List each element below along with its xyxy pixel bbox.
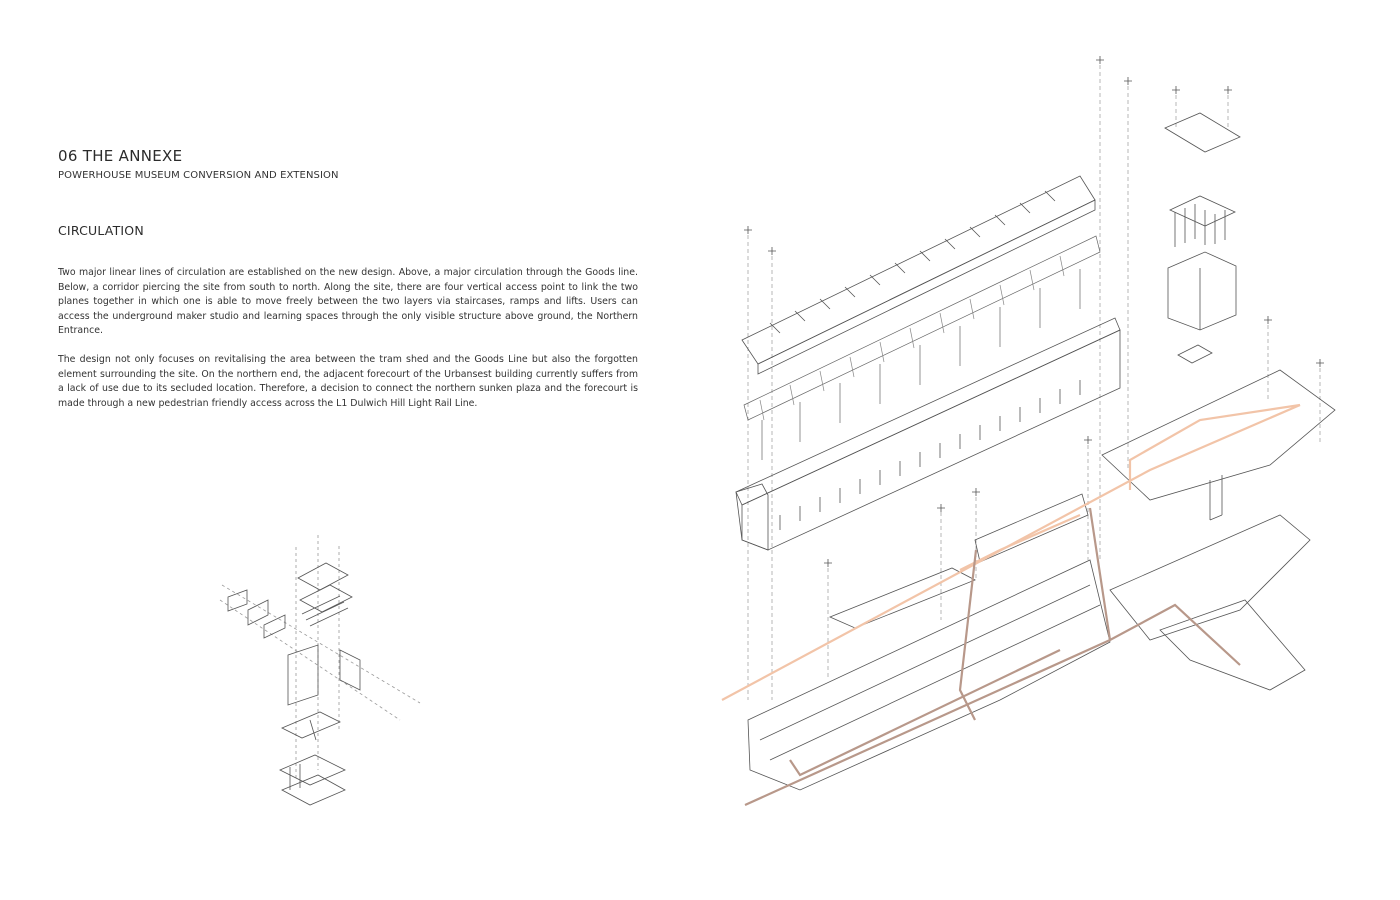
section-heading: CIRCULATION <box>58 223 144 238</box>
upper-circulation-line <box>722 405 1300 700</box>
vertical-guide-lines <box>748 65 1320 700</box>
northern-entrance-kiosk <box>1102 113 1335 520</box>
sawtooth-roof <box>742 176 1095 374</box>
page-subtitle: POWERHOUSE MUSEUM CONVERSION AND EXTENSION <box>58 170 339 181</box>
tram-shed-facade <box>736 318 1120 550</box>
roof-trusses <box>744 236 1100 460</box>
small-exploded-axonometric <box>220 535 420 805</box>
paragraph-2: The design not only focuses on revitalising the area between the tram shed and the Goods Line but also the forgotten element surrounding the site. On the northern end, the adjacent forecourt of the Urbansest building currently suffers from a lack of use due to its secluded location. Therefore, a decision to connect the northern sunken plaza and the forecourt is made through a new pedestrian friendly access across the L1 Dulwich Hill Light Rail Line. <box>58 354 638 409</box>
page-title: 06 THE ANNEXE <box>58 147 183 165</box>
mezzanine-platforms <box>830 494 1088 628</box>
paragraph-1: Two major linear lines of circulation are established on the new design. Above, a major circulation through the Goods line. Below, a corridor piercing the site from south to north. Along the site, there are four vertical access point to link the two planes together in which one is able to move freely between the two layers via staircases, ramps and lifts. Users can access the underground maker studio and learning spaces through the only visible structure above ground, the Northern Entrance. <box>58 267 638 337</box>
guide-markers <box>744 56 1324 567</box>
